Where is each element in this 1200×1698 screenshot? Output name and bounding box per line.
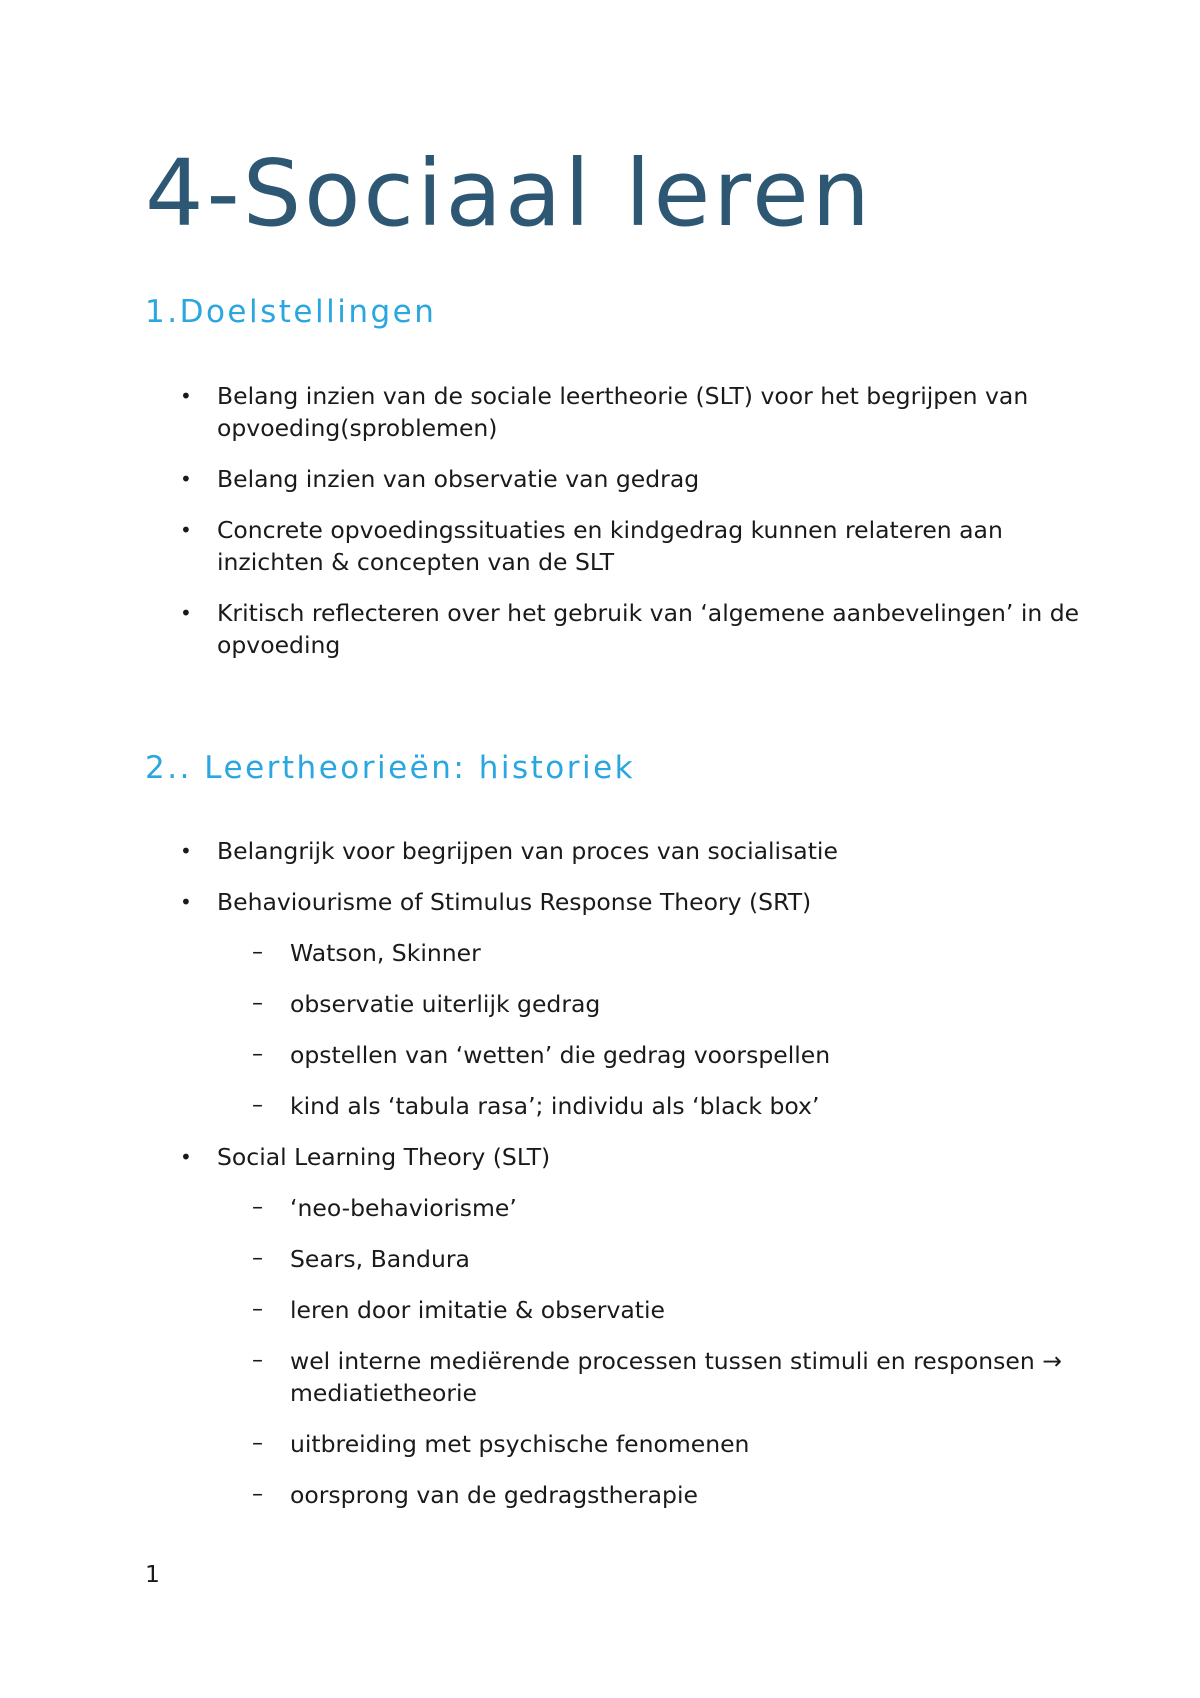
sub-list-item [0, 988, 1200, 1020]
list-item [0, 597, 1200, 661]
leertheorieen-list [0, 835, 1200, 1530]
list-item [0, 463, 1200, 495]
list-item-text: wel interne mediërende processen tussen stimuli en responsen → mediatietheorie [290, 1347, 1062, 1407]
bullet-dot: • [180, 601, 192, 625]
dash-bullet: – [252, 1042, 263, 1067]
sub-list-item [0, 1039, 1200, 1071]
page-title: 4-Sociaal leren [145, 140, 873, 247]
dash-bullet: – [252, 1093, 263, 1118]
bullet-dot: • [180, 839, 192, 863]
doelstellingen-list [0, 380, 1200, 680]
dash-bullet: – [252, 1195, 263, 1220]
list-item-text: uitbreiding met psychische fenomenen [290, 1430, 750, 1458]
sub-list-item [0, 1428, 1200, 1460]
dash-bullet: – [252, 1246, 263, 1271]
list-item [0, 380, 1200, 444]
list-item-text: leren door imitatie & observatie [290, 1296, 665, 1324]
list-item-text: observatie uiterlijk gedrag [290, 990, 601, 1018]
page-number: 1 [145, 1560, 160, 1588]
dash-bullet: – [252, 1431, 263, 1456]
sub-list-item [0, 937, 1200, 969]
dash-bullet: – [252, 940, 263, 965]
list-item [0, 514, 1200, 578]
bullet-dot: • [180, 518, 192, 542]
section-heading-leertheorieen: 2.. Leertheorieën: historiek [145, 750, 636, 786]
list-item-text: Belangrijk voor begrijpen van proces van socialisatie [217, 837, 838, 865]
dash-bullet: – [252, 1482, 263, 1507]
list-item-text: Belang inzien van de sociale leertheorie (SLT) voor het begrijpen van opvoeding(sproblemen) [217, 382, 1029, 442]
list-item-text: Sears, Bandura [290, 1245, 470, 1273]
list-item-text: Behaviourisme of Stimulus Response Theory (SRT) [217, 888, 812, 916]
list-item [0, 1141, 1200, 1173]
bullet-dot: • [180, 1145, 192, 1169]
sub-list-item [0, 1479, 1200, 1511]
list-item-text: oorsprong van de gedragstherapie [290, 1481, 698, 1509]
sub-list-item [0, 1243, 1200, 1275]
list-item-text: kind als ‘tabula rasa’; individu als ‘black box’ [290, 1092, 820, 1120]
dash-bullet: – [252, 1297, 263, 1322]
sub-list-item [0, 1345, 1200, 1409]
sub-list-item [0, 1294, 1200, 1326]
bullet-dot: • [180, 384, 192, 408]
sub-list-item [0, 1090, 1200, 1122]
list-item-text: Belang inzien van observatie van gedrag [217, 465, 700, 493]
list-item-text: ‘neo-behaviorisme’ [290, 1194, 517, 1222]
bullet-dot: • [180, 467, 192, 491]
list-item [0, 886, 1200, 918]
dash-bullet: – [252, 991, 263, 1016]
list-item-text: Watson, Skinner [290, 939, 481, 967]
list-item-text: Social Learning Theory (SLT) [217, 1143, 551, 1171]
sub-list-item [0, 1192, 1200, 1224]
list-item-text: Concrete opvoedingssituaties en kindgedrag kunnen relateren aan inzichten & concepten van de SLT [217, 516, 1003, 576]
list-item-text: opstellen van ‘wetten’ die gedrag voorspellen [290, 1041, 831, 1069]
dash-bullet: – [252, 1348, 263, 1373]
section-heading-doelstellingen: 1.Doelstellingen [145, 294, 437, 330]
list-item [0, 835, 1200, 867]
list-item-text: Kritisch reflecteren over het gebruik van ‘algemene aanbevelingen’ in de opvoeding [217, 599, 1080, 659]
bullet-dot: • [180, 890, 192, 914]
